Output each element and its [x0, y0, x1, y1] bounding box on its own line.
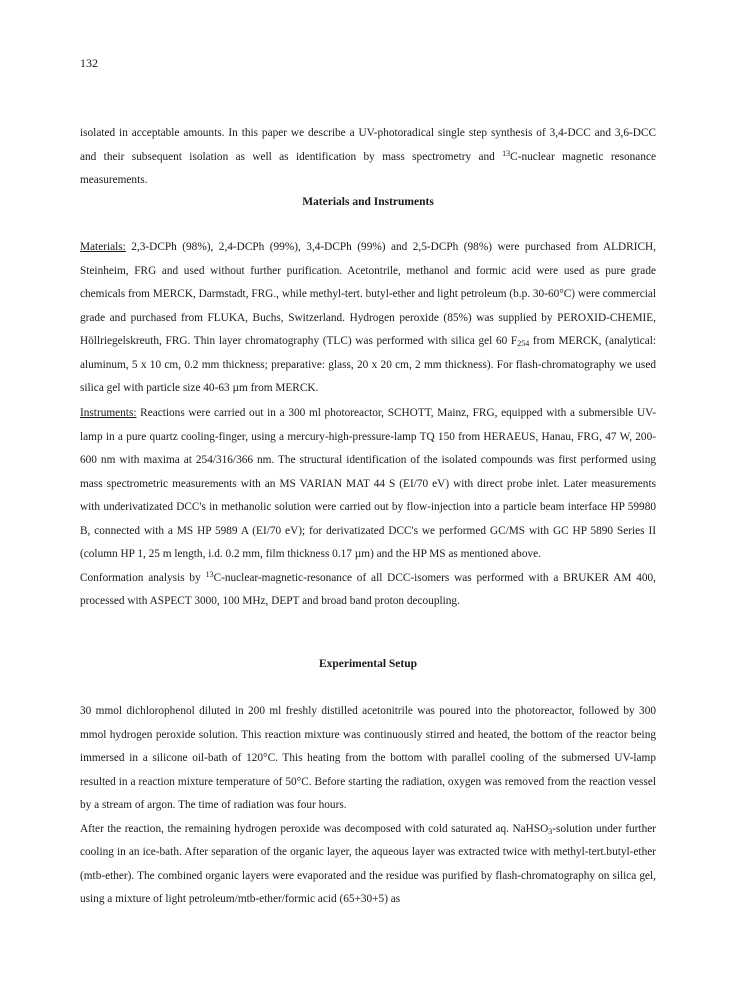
conformation-text-b: C-nuclear-magnetic-resonance of all DCC-isomers was performed with a BRUKER AM 400, processed with ASPECT 3000, 100 MHz, DEPT and broad band proton decoupling. [80, 571, 657, 607]
intro-text: isolated in acceptable amounts. In this paper we describe a UV-photoradical single step synthesis of 3,4-DCC and 3,6-DCC and their subsequent isolation as well as identification by mass spectrometry and [80, 127, 656, 163]
conformation-superscript: 13 [205, 569, 214, 579]
page-number: 132 [80, 56, 98, 70]
intro-text-end: C-nuclear magnetic resonance measurements. [80, 150, 656, 186]
materials-heading: Materials and Instruments [302, 196, 434, 208]
materials-text-b: from MERCK, (analytical: aluminum, 5 x 10 cm, 0.2 mm thickness; preparative: glass, 20 x 20 cm, 2 mm thickness). For flash-chromatography we used silica gel with particle size 40-63 µm from MERCK. [80, 335, 656, 394]
setup-paragraph [80, 700, 656, 912]
instruments-label: Instruments: [80, 407, 137, 419]
materials-text-a: 2,3-DCPh (98%), 2,4-DCPh (99%), 3,4-DCPh (99%) and 2,5-DCPh (98%) were purchased from ALDRICH, Steinheim, FRG and used without further purification. Acetontrile, methanol and formic acid were used as pure grade chemicals from MERCK, Darmstadt, FRG., while methyl-tert. butyl-ether and light petroleum (b.p. 30-60°C) were commercial grade and purchased from FLUKA, Buchs, Switzerland. Hydrogen peroxide (85%) was supplied by PEROXID-CHEMIE, Höllriegelskreuth, FRG. Thin layer chromatography (TLC) was performed with silica gel 60 [80, 241, 656, 347]
silica-f-subscript: 254 [517, 339, 530, 348]
conformation-text-a: Conformation analysis by [80, 571, 206, 584]
setup-text-1: 30 mmol dichlorophenol diluted in 200 ml freshly distilled acetonitrile was poured into the photoreactor, followed by 300 mmol hydrogen peroxide solution. This reaction mixture was continuously stirred and heated, the bottom of the reactor being immersed in a silicone oil-bath of 120°C. This heating from the bottom with parallel cooling of the submersed UV-lamp resulted in a reaction mixture temperature of 50°C. Before starting the radiation, oxygen was removed from the reaction vessel by a stream of argon. The time of radiation was four hours. [80, 705, 656, 811]
setup-heading: Experimental Setup [318, 658, 418, 670]
instruments-paragraph [80, 402, 656, 614]
setup-text-2a: After the reaction, the remaining hydrogen peroxide was decomposed with cold saturated aq. NaHSO [80, 822, 549, 835]
setup-text-2b: -solution under further cooling in an ice-bath. After separation of the organic layer, the aqueous layer was extracted twice with methyl-tert.butyl-ether (mtb-ether). The combined organic layers were evaporated and the residue was purified by flash-chromatography on silica gel, using a mixture of light petroleum/mtb-ether/formic acid (65+30+5) as [80, 822, 656, 905]
instruments-text: Reactions were carried out in a 300 ml photoreactor, SCHOTT, Mainz, FRG, equipped with a submersible UV-lamp in a pure quartz cooling-finger, using a mercury-high-pressure-lamp TQ 150 from HERAEUS, Hanau, FRG, 47 W, 200-600 nm with maxima at 254/316/366 nm. The structural identification of the isolated compounds was first performed using mass spectrometric measurements with an MS VARIAN MAT 44 S (EI/70 eV) with direct probe inlet. Later measurements with underivatizated DCC's in methanolic solution were carried out by flow-injection into a particle beam interface HP 59980 B, connected with a MS HP 5989 A (EI/70 eV); for derivatizated DCC's we performed GC/MS with GC HP 5890 Series II (column HP 1, 25 m length, i.d. 0.2 mm, film thickness 0.17 µm) and the HP MS as mentioned above. [80, 407, 656, 560]
materials-paragraph [80, 236, 656, 401]
intro-superscript: 13 [502, 148, 511, 158]
setup-subscript: 3 [548, 826, 553, 836]
silica-f-designation: F [510, 335, 518, 347]
intro-paragraph [80, 122, 656, 193]
materials-label: Materials: [80, 241, 126, 253]
